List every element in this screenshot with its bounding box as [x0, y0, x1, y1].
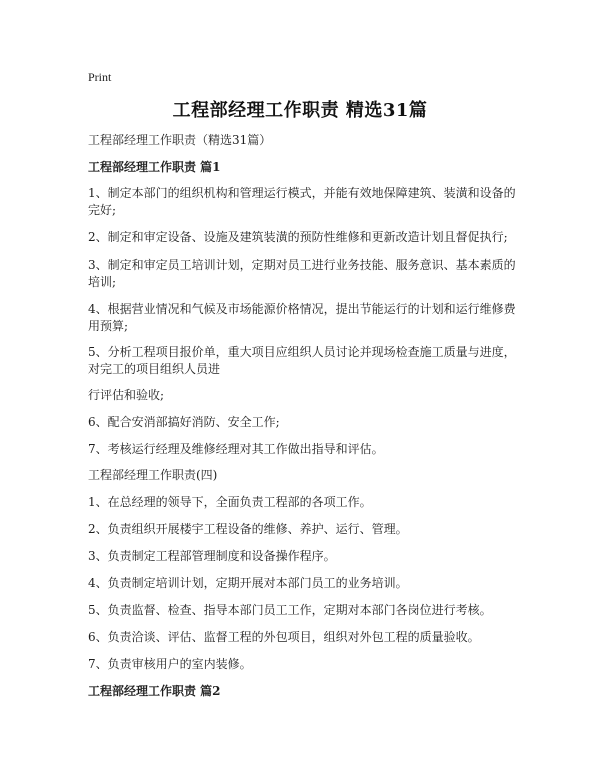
- paragraph-line: 2、制定和审定设备、设施及建筑装潢的预防性维修和更新改造计划且督促执行;: [88, 230, 508, 244]
- paragraph-line: 用预算;: [88, 319, 129, 333]
- paragraph-line: 3、负责制定工程部管理制度和设备操作程序。: [88, 549, 336, 563]
- section-heading: 工程部经理工作职责 篇2: [88, 684, 221, 698]
- paragraph-line: 6、负责洽谈、评估、监督工程的外包项目，组织对外包工程的质量验收。: [88, 630, 480, 644]
- page-title: 工程部经理工作职责 精选31篇: [172, 100, 428, 121]
- paragraph-line: 培训;: [88, 275, 117, 289]
- paragraph-line: 1、制定本部门的组织机构和管理运行模式，并能有效地保障建筑、装潢和设备的: [88, 186, 516, 200]
- paragraph-line: 6、配合安消部搞好消防、安全工作;: [88, 415, 280, 429]
- paragraph-line: 5、分析工程项目报价单，重大项目应组织人员讨论并现场检查施工质量与进度，: [88, 345, 516, 359]
- paragraph-line: 7、考核运行经理及维修经理对其工作做出指导和评估。: [88, 442, 384, 456]
- paragraph-line: 4、负责制定培训计划，定期开展对本部门员工的业务培训。: [88, 576, 408, 590]
- print-label[interactable]: Print: [88, 70, 112, 84]
- paragraph-line: 行评估和验收;: [88, 388, 165, 402]
- paragraph-line: 工程部经理工作职责（精选31篇）: [88, 133, 272, 147]
- paragraph-line: 3、制定和审定员工培训计划，定期对员工进行业务技能、服务意识、基本素质的: [88, 258, 516, 272]
- paragraph-line: 5、负责监督、检查、指导本部门员工工作，定期对本部门各岗位进行考核。: [88, 603, 492, 617]
- paragraph-line: 1、在总经理的领导下，全面负责工程部的各项工作。: [88, 495, 372, 509]
- paragraph-line: 对完工的项目组织人员进: [88, 362, 221, 376]
- paragraph-line: 工程部经理工作职责(四): [88, 468, 218, 482]
- paragraph-line: 2、负责组织开展楼宇工程设备的维修、养护、运行、管理。: [88, 522, 408, 536]
- section-heading: 工程部经理工作职责 篇1: [88, 160, 221, 174]
- paragraph-line: 7、负责审核用户的室内装修。: [88, 657, 252, 671]
- paragraph-line: 4、根据营业情况和气候及市场能源价格情况，提出节能运行的计划和运行维修费: [88, 302, 516, 316]
- paragraph-line: 完好;: [88, 203, 117, 217]
